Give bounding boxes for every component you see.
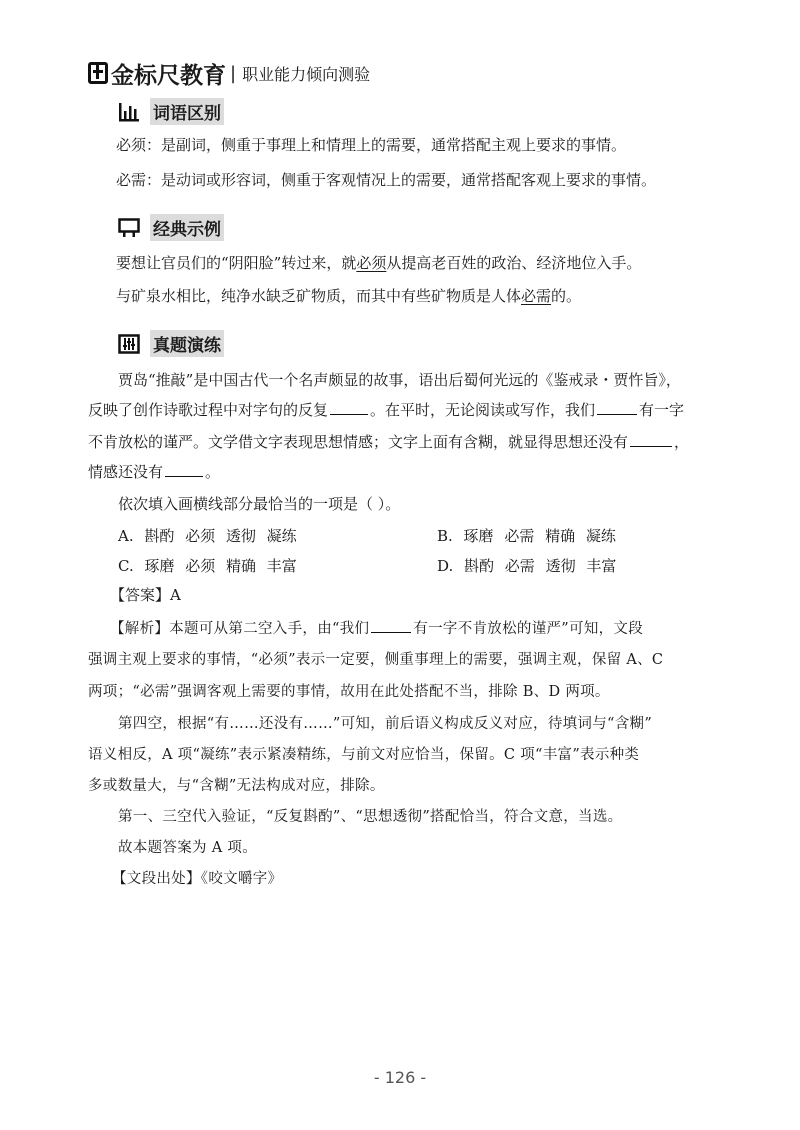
section-practice-head: [118, 330, 224, 357]
question-prompt: 依次填入画横线部分最恰当的一项是（ ）。: [118, 495, 401, 513]
option-b: B. 琢磨 必需 精确 凝练: [437, 527, 616, 545]
analysis-line-2: 强调主观上要求的事情，“必须”表示一定要，侧重事理上的需要，强调主观，保留 A、C: [88, 652, 664, 668]
analysis-line-8: 故本题答案为 A 项。: [118, 840, 257, 856]
question-line-4: [88, 461, 220, 483]
question-line-3: [88, 431, 689, 453]
bar-chart-icon: [118, 102, 140, 122]
analysis-line-3: 两项；“必需”强调客观上需要的事情，故用在此处搭配不当，排除 B、D 两项。: [88, 684, 610, 700]
page-header: [88, 58, 370, 88]
example-1-text-b: 从提高老百姓的政治、经济地位入手。: [386, 254, 642, 272]
section-title-distinction: 词语区别: [150, 98, 224, 125]
section-examples-head: [118, 214, 224, 241]
question-line-4-a: 情感还没有: [88, 463, 164, 481]
header-subtitle: 职业能力倾向测验: [242, 64, 371, 84]
question-line-2-a: 反映了创作诗歌过程中对字句的反复: [88, 401, 329, 419]
analysis-line-4: 第四空，根据“有……还没有……”可知，前后语义构成反义对应，待填词与“含糊”: [118, 716, 653, 732]
blank-3: [630, 431, 672, 447]
question-line-1: 贾岛“推敲”是中国古代一个名声颇显的故事，语出后蜀何光远的《鉴戒录・贾忤旨》，: [118, 371, 681, 389]
header-separator: |: [230, 62, 237, 84]
question-line-3-b: ，: [674, 433, 690, 451]
option-d: D. 斟酌 必需 透彻 丰富: [437, 557, 617, 575]
analysis-line-1-b: 有一字不肯放松的谨严”可知，文段: [413, 621, 644, 637]
section-distinction-head: [118, 98, 224, 125]
option-a: A. 斟酌 必须 透彻 凝练: [118, 527, 297, 545]
example-1-text-a: 要想让官员们的“阴阳脸”转过来，就: [116, 254, 357, 272]
section-title-examples: 经典示例: [150, 214, 224, 241]
question-line-3-a: 不肯放松的谨严。文学借文字表现思想情感；文字上面有含糊，就显得思想还没有: [88, 433, 629, 451]
analysis-line-6: 多或数量大，与“含糊”无法构成对应，排除。: [88, 778, 385, 794]
question-line-4-b: 。: [205, 463, 221, 481]
question-line-2: [88, 399, 684, 421]
answer-line: 【答案】A: [110, 586, 181, 604]
analysis-line-1-a: 【解析】本题可从第二空入手，由“我们: [110, 621, 370, 637]
analysis-line-5: 语义相反，A 项“凝练”表示紧凑精练，与前文对应恰当，保留。C 项“丰富”表示种类: [88, 747, 640, 763]
blank-4: [165, 461, 203, 477]
blank-1: [330, 399, 368, 415]
distinction-line-1: 必须：是副词，侧重于事理上和情理上的需要，通常搭配主观上要求的事情。: [116, 136, 627, 154]
analysis-blank: [371, 617, 411, 633]
brand-name: 金标尺教育: [111, 62, 226, 89]
option-c: C. 琢磨 必须 精确 丰富: [118, 557, 297, 575]
example-2-text-a: 与矿泉水相比，纯净水缺乏矿物质，而其中有些矿物质是人体: [116, 287, 522, 305]
question-line-2-b: 。在平时，无论阅读或写作，我们: [370, 401, 596, 419]
source-line: 【文段出处】《咬文嚼字》: [112, 871, 283, 887]
section-title-practice: 真题演练: [150, 330, 224, 357]
blank-2: [597, 399, 637, 415]
example-2-underlined-word: 必需: [521, 287, 552, 305]
monitor-icon: [118, 218, 140, 238]
logo-icon: [88, 62, 108, 84]
distinction-line-2: 必需：是动词或形容词，侧重于客观情况上的需要，通常搭配客观上要求的事情。: [116, 171, 657, 189]
page-number: - 126 -: [373, 1068, 427, 1087]
analysis-line-7: 第一、三空代入验证，“反复斟酌”、“思想透彻”搭配恰当，符合文意，当选。: [118, 809, 623, 825]
example-2-text-b: 的。: [551, 287, 582, 305]
example-1-underlined-word: 必须: [356, 254, 387, 272]
analysis-line-1: [110, 617, 643, 638]
question-line-2-c: 有一字: [639, 401, 685, 419]
sliders-icon: [118, 334, 140, 354]
example-line-2: [116, 285, 581, 307]
example-line-1: [116, 252, 641, 274]
